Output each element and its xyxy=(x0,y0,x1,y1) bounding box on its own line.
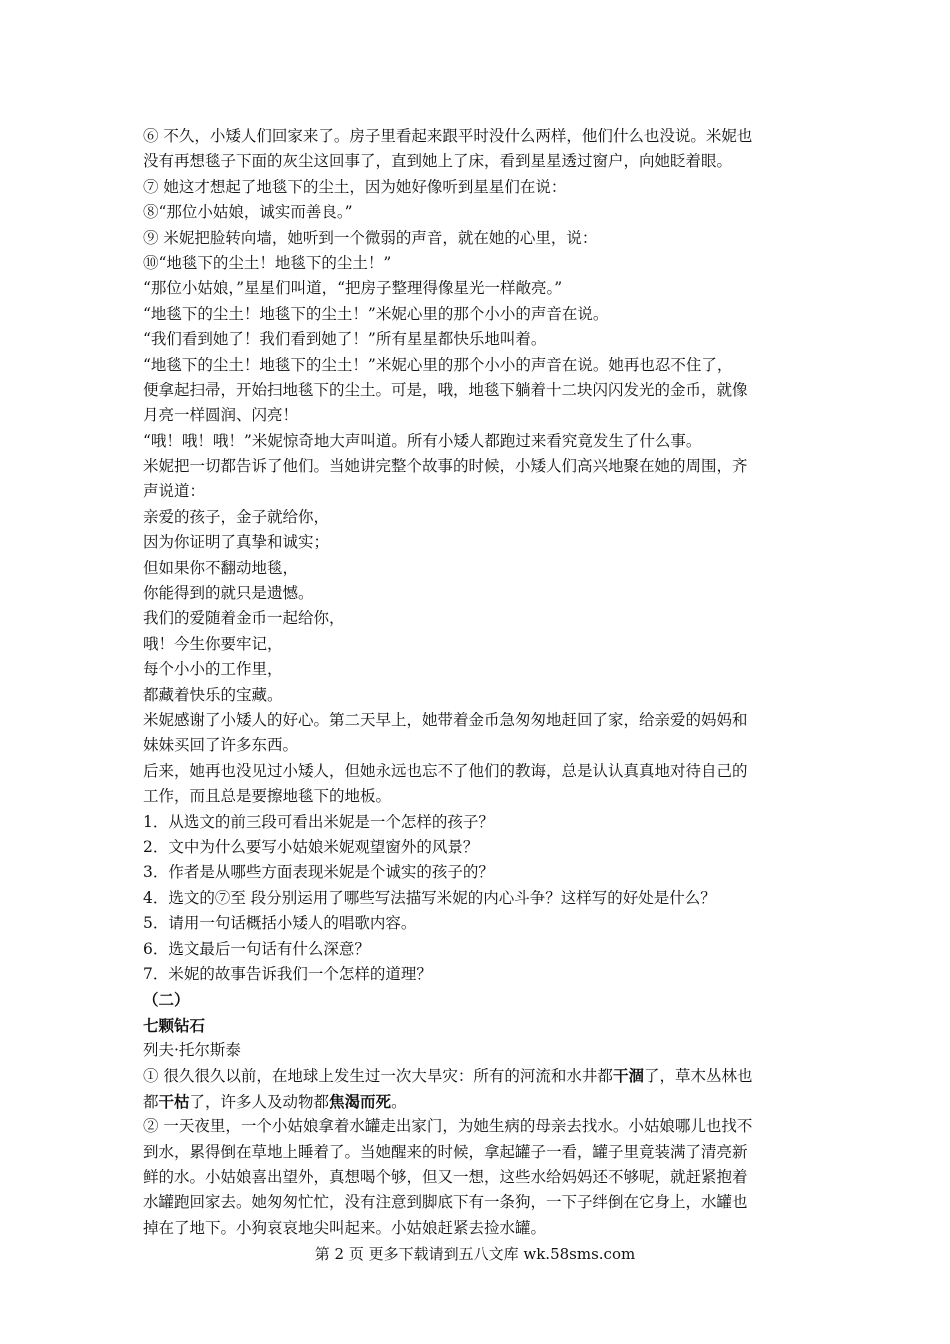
text-span: 了，草木丛林也 xyxy=(643,1067,753,1086)
text-span: 。 xyxy=(391,1092,407,1111)
paragraph-1-line-2 xyxy=(143,1089,803,1114)
text-line: “地毯下的尘土！地毯下的尘土！”米妮心里的那个小小的声音在说。 xyxy=(143,304,609,323)
text-line: 掉在了地下。小狗哀哀地尖叫起来。小姑娘赶紧去捡水罐。 xyxy=(143,1218,547,1237)
text-line: “地毯下的尘土！地毯下的尘土！”米妮心里的那个小小的声音在说。她再也忍不住了， xyxy=(143,355,733,374)
poem-line: 你能得到的就只是遗憾。 xyxy=(143,584,314,603)
text-line: 到水，累得倒在草地上睡着了。当她醒来的时候，拿起罐子一看，罐子里竟装满了清亮新 xyxy=(143,1142,748,1161)
text-line: 水罐跑回家去。她匆匆忙忙，没有注意到脚底下有一条狗，一下子绊倒在它身上，水罐也 xyxy=(143,1193,748,1212)
page-footer: 第 2 页 更多下载请到五八文库 wk.58sms.com xyxy=(314,1245,636,1263)
bold-term: 干枯 xyxy=(158,1091,190,1111)
text-line: 工作，而且总是要擦地毯下的地板。 xyxy=(143,787,392,806)
poem-line: 我们的爱随着金币一起给你， xyxy=(143,609,345,628)
question-line: 6．选文最后一句话有什么深意？ xyxy=(143,939,370,958)
document-body xyxy=(143,124,803,1241)
text-line: 没有再想毯子下面的灰尘这回事了，直到她上了床，看到星星透过窗户，向她眨着眼。 xyxy=(143,152,733,171)
story1 xyxy=(143,124,803,987)
question-line: 5．请用一句话概括小矮人的唱歌内容。 xyxy=(143,914,417,933)
story-title: 七颗钻石 xyxy=(143,1015,206,1035)
bold-term: 干涸 xyxy=(612,1066,644,1086)
text-line: ② 一天夜里，一个小姑娘拿着水罐走出家门，为她生病的母亲去找水。小姑娘哪儿也找不 xyxy=(143,1117,753,1136)
question-line: 1．从选文的前三段可看出米妮是一个怎样的孩子？ xyxy=(143,812,494,831)
text-line: 米妮把一切都告诉了他们。当她讲完整个故事的时候，小矮人们高兴地聚在她的周围，齐 xyxy=(143,457,748,476)
text-line: 米妮感谢了小矮人的好心。第二天早上，她带着金币急匆匆地赶回了家，给亲爱的妈妈和 xyxy=(143,710,748,729)
poem-line: 但如果你不翻动地毯， xyxy=(143,558,299,577)
poem-line: 亲爱的孩子，金子就给你， xyxy=(143,507,330,526)
story-author: 列夫·托尔斯泰 xyxy=(143,1041,241,1060)
question-line: 4．选文的⑦至 段分别运用了哪些写法描写米妮的内心斗争？这样写的好处是什么？ xyxy=(143,888,716,907)
question-line: 3．作者是从哪些方面表现米妮是个诚实的孩子的？ xyxy=(143,863,494,882)
text-line: 后来，她再也没见过小矮人，但她永远也忘不了他们的教诲，总是认认真真地对待自己的 xyxy=(143,761,748,780)
text-line: ⑦ 她这才想起了地毯下的尘土，因为她好像听到星星们在说： xyxy=(143,177,567,196)
section-label: （二） xyxy=(143,990,190,1010)
text-span: ① 很久很久以前，在地球上发生过一次大旱灾：所有的河流和水井都 xyxy=(143,1067,613,1086)
text-line: “那位小姑娘，”星星们叫道，“把房子整理得像星光一样敞亮。” xyxy=(143,279,563,298)
question-line: 7．米妮的故事告诉我们一个怎样的道理？ xyxy=(143,964,432,983)
bold-term: 焦渴而死 xyxy=(329,1091,392,1111)
text-span: 都 xyxy=(143,1092,159,1111)
text-line: ⑨ 米妮把脸转向墙，她听到一个微弱的声音，就在她的心里，说： xyxy=(143,228,598,247)
paragraph-1-line-1 xyxy=(143,1063,803,1088)
question-line: 2．文中为什么要写小姑娘米妮观望窗外的风景？ xyxy=(143,837,479,856)
poem-line: 每个小小的工作里， xyxy=(143,660,283,679)
text-line: ⑩“地毯下的尘土！地毯下的尘土！” xyxy=(143,253,392,272)
text-span: 了，许多人及动物都 xyxy=(189,1092,330,1111)
poem-line: 都藏着快乐的宝藏。 xyxy=(143,685,283,704)
poem-line: 哦！今生你要牢记， xyxy=(143,634,283,653)
text-line: 月亮一样圆润、闪亮！ xyxy=(143,406,299,425)
text-line: “哦！哦！哦！”米妮惊奇地大声叫道。所有小矮人都跑过来看究竟发生了什么事。 xyxy=(143,431,702,450)
text-line: ⑧“那位小姑娘，诚实而善良。” xyxy=(143,203,353,222)
text-line: ⑥ 不久，小矮人们回家来了。房子里看起来跟平时没什么两样，他们什么也没说。米妮也 xyxy=(143,127,753,145)
text-line: 声说道： xyxy=(143,482,206,501)
text-line: 便拿起扫帚，开始扫地毯下的尘土。可是，哦，地毯下躺着十二块闪闪发光的金币，就像 xyxy=(143,380,748,399)
poem-line: 因为你证明了真挚和诚实； xyxy=(143,533,330,552)
text-line: 妹妹买回了许多东西。 xyxy=(143,736,299,755)
text-line: “我们看到她了！我们看到她了！”所有星星都快乐地叫着。 xyxy=(143,330,547,349)
text-line: 鲜的水。小姑娘喜出望外，真想喝个够，但又一想，这些水给妈妈还不够呢，就赶紧抱着 xyxy=(143,1168,748,1187)
